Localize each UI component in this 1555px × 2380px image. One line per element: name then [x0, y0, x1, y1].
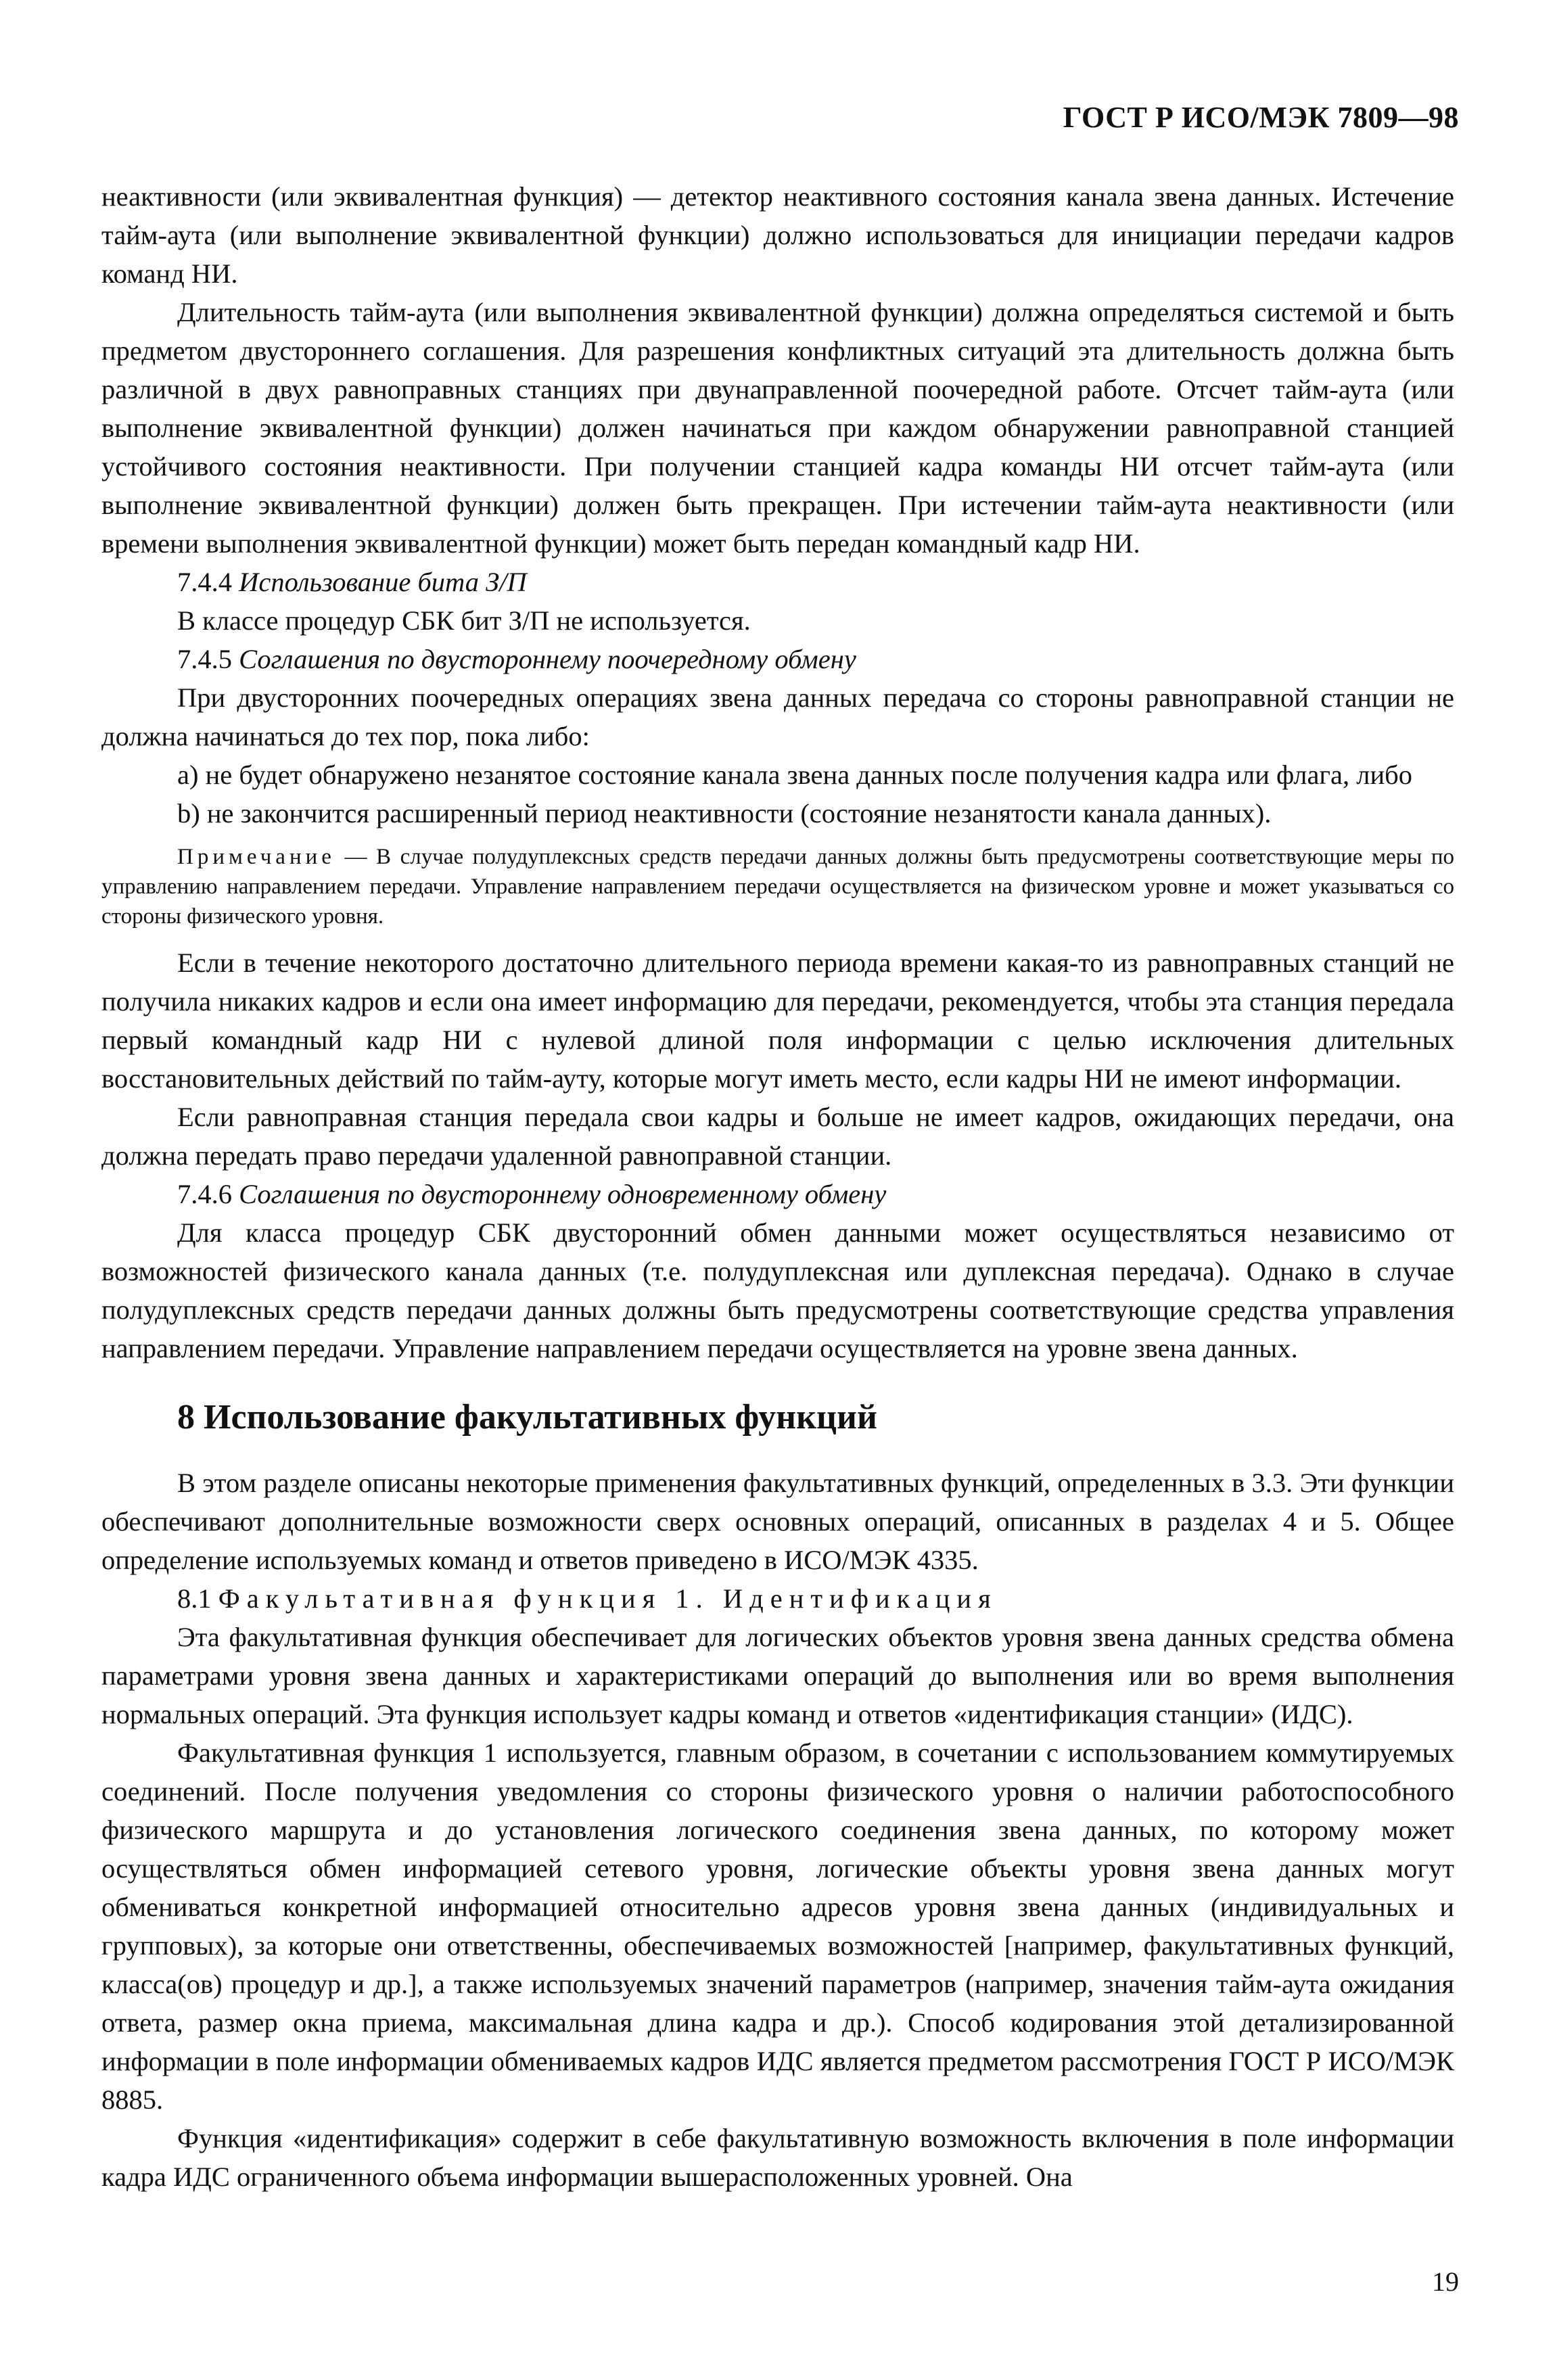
paragraph: В классе процедур СБК бит З/П не используется.: [177, 605, 751, 636]
paragraph: При двусторонних поочередных операциях звена данных передача со стороны равноправной станции не должна начинаться до тех пор, пока либо:: [101, 682, 1454, 751]
paragraph: В этом разделе описаны некоторые применения факультативных функций, определенных в 3.3. Эти функции обеспечивают дополнительные возможности сверх основных операций, описанных в разделах 4 и 5. Общее определение используемых команд и ответов приведено в ИСО/МЭК 4335.: [101, 1468, 1454, 1575]
subsection-number: 7.4.4: [177, 567, 232, 597]
note-text: — В случае полудуплексных средств передачи данных должны быть предусмотрены соответствующие меры по управлению направлением передачи. Управление направлением передачи осуществляется на физическом уровне и может указываться со стороны физического уровня.: [101, 845, 1454, 929]
page-content: [101, 177, 1454, 2196]
subsection-title: Соглашения по двустороннему одновременному обмену: [239, 1179, 887, 1209]
paragraph: Если равноправная станция передала свои кадры и больше не имеет кадров, ожидающих передачи, она должна передать право передачи удаленной равноправной станции.: [101, 1102, 1454, 1171]
subsection-heading-8-1: [101, 1579, 1454, 1618]
paragraph: неактивности (или эквивалентная функция) — детектор неактивного состояния канала звена данных. Истечение тайм-аута (или выполнение эквивалентной функции) должно использоваться для инициации передачи кадров команд НИ.: [101, 181, 1454, 289]
list-item: b) не закончится расширенный период неактивности (состояние незанятости канала данных).: [177, 798, 1272, 829]
subsection-heading-7-4-6: [101, 1175, 1454, 1213]
note-label: Примечание: [177, 845, 335, 869]
paragraph: Для класса процедур СБК двусторонний обмен данными может осуществляться независимо от возможностей физического канала данных (т.е. полудуплексная или дуплексная передача). Однако в случае полудуплексных средств передачи данных должны быть предусмотрены соответствующие средства управления направлением передачи. Управление направлением передачи осуществляется на уровне звена данных.: [101, 1217, 1454, 1363]
paragraph: Факультативная функция 1 используется, главным образом, в сочетании с использованием коммутируемых соединений. После получения уведомления со стороны физического уровня о наличии работоспособного физического маршрута и до установления логического соединения звена данных, по которому может осуществляться обмен информацией сетевого уровня, логические объекты уровня звена данных могут обмениваться конкретной информацией относительно адресов уровня звена данных (индивидуальных и групповых), за которые они ответственны, обеспечиваемых возможностей [например, факультативных функций, класса(ов) процедур и др.], а также используемых значений параметров (например, значения тайм-аута ожидания ответа, размер окна приема, максимальная длина кадра и др.). Способ кодирования этой детализированной информации в поле информации обмениваемых кадров ИДС является предметом рассмотрения ГОСТ Р ИСО/МЭК 8885.: [101, 1737, 1454, 2115]
note: [101, 842, 1454, 931]
subsection-title: Использование бита З/П: [239, 567, 527, 597]
subsection-title: Факультативная функция 1. Идентификация: [218, 1583, 998, 1614]
standard-header: ГОСТ Р ИСО/МЭК 7809—98: [1063, 101, 1459, 134]
subsection-number: 7.4.5: [177, 644, 232, 674]
paragraph: Функция «идентификация» содержит в себе факультативную возможность включения в поле информации кадра ИДС ограниченного объема информации вышерасположенных уровней. Она: [101, 2123, 1454, 2192]
section-heading-8: 8 Использование факультативных функций: [177, 1398, 877, 1437]
paragraph: Эта факультативная функция обеспечивает для логических объектов уровня звена данных средства обмена параметрами уровня звена данных и характеристиками операций до выполнения или во время выполнения нормальных операций. Эта функция использует кадры команд и ответов «идентификация станции» (ИДС).: [101, 1622, 1454, 1729]
paragraph: Если в течение некоторого достаточно длительного периода времени какая-то из равноправных станций не получила никаких кадров и если она имеет информацию для передачи, рекомендуется, чтобы эта станция передала первый командный кадр НИ с нулевой длиной поля информации с целью исключения длительных восстановительных действий по тайм-ауту, которые могут иметь место, если кадры НИ не имеют информации.: [101, 948, 1454, 1094]
subsection-heading-7-4-5: [101, 640, 1454, 678]
page-number: 19: [1432, 2266, 1459, 2297]
subsection-number: 8.1: [177, 1583, 212, 1614]
subsection-heading-7-4-4: [101, 563, 1454, 601]
paragraph: Длительность тайм-аута (или выполнения эквивалентной функции) должна определяться системой и быть предметом двустороннего соглашения. Для разрешения конфликтных ситуаций эта длительность должна быть различной в двух равноправных станциях при двунаправленной поочередной работе. Отсчет тайм-аута (или выполнение эквивалентной функции) должен начинаться при каждом обнаружении равноправной станцией устойчивого состояния неактивности. При получении станцией кадра команды НИ отсчет тайм-аута (или выполнение эквивалентной функции) должен быть прекращен. При истечении тайм-аута неактивности (или времени выполнения эквивалентной функции) может быть передан командный кадр НИ.: [101, 297, 1454, 559]
list-item: а) не будет обнаружено незанятое состояние канала звена данных после получения кадра или флага, либо: [177, 760, 1413, 790]
subsection-title: Соглашения по двустороннему поочередному обмену: [239, 644, 856, 674]
subsection-number: 7.4.6: [177, 1179, 232, 1209]
